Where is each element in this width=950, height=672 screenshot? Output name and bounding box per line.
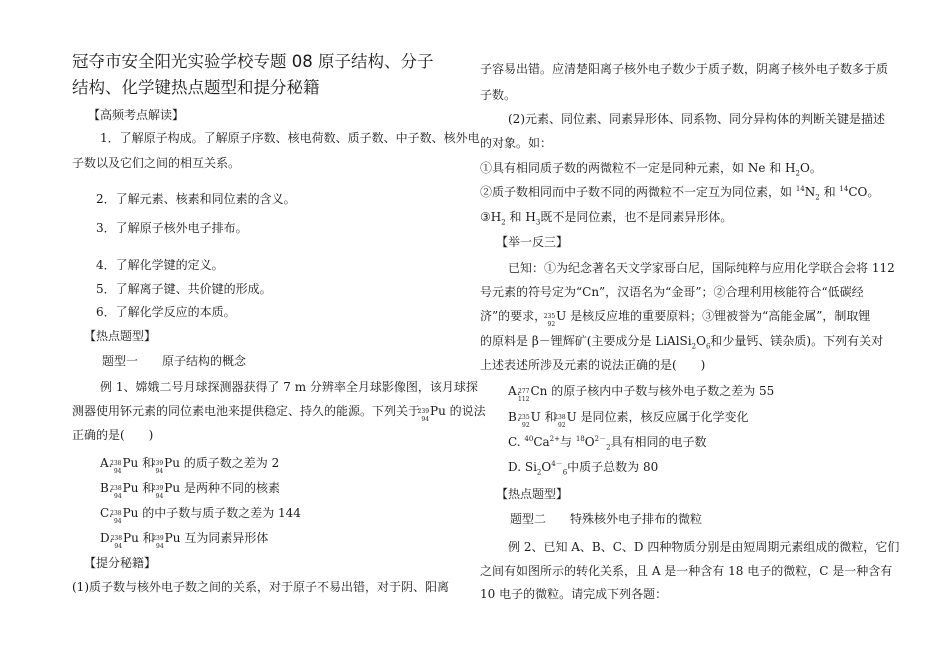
point-4: 4．了解化学键的定义。 xyxy=(96,258,224,272)
point-3: 3．了解原子核外电子排布。 xyxy=(96,221,248,235)
point-6: 6．了解化学反应的本质。 xyxy=(96,305,236,319)
known-line3: 济”的要求， 235 92 U 是核反应堆的重要原料；③锂被誉为“高能金属”，制取锂 xyxy=(480,309,871,328)
example1-line2: 测器使用钚元素的同位素电池来提供稳定、持久的能源。下列关于 239 94 Pu 的说法 xyxy=(72,404,486,423)
known-line5: 上述表述所涉及元素的说法正确的是( ) xyxy=(480,358,706,372)
doc-title-line1: 冠夺市安全阳光实验学校专题 08 原子结构、分子 xyxy=(72,52,434,71)
right-line3: (2)元素、同位素、同素异形体、同系物、同分异构体的判断关键是描述 xyxy=(508,112,886,126)
right-line1: 子容易出错。应清楚阳离子核外电子数少于质子数，阴离子核外电子数多于质 xyxy=(480,62,889,76)
section-kaodian: 【高频考点解读】 xyxy=(88,108,185,122)
example1-line3: 正确的是( ) xyxy=(72,428,154,442)
option-b: B. 238 94 Pu 和 239 94 Pu 是两种不同的核素 xyxy=(100,481,280,500)
right-line4: 的对象。如： xyxy=(480,136,553,150)
section-jyfs: 【举一反三】 xyxy=(496,235,569,249)
right-line2: 子数。 xyxy=(480,88,517,102)
example2-line3: 10 电子的微粒。请完成下列各题： xyxy=(480,587,668,601)
option-a: A. 238 94 Pu 和 239 94 Pu 的质子数之差为 2 xyxy=(100,456,280,475)
doc-title-line2: 结构、化学键热点题型和提分秘籍 xyxy=(72,78,320,97)
section-hot: 【热点题型】 xyxy=(84,329,157,343)
known-line2: 号元素的符号定为“Cn”，汉语名为“金哥”；②合理利用核能符合“低碳经 xyxy=(480,285,864,299)
isotope-label: 239 94 xyxy=(417,408,430,423)
option-c: C. 238 94 Pu 的中子数与质子数之差为 144 xyxy=(100,506,301,525)
question-option-a: A. 277 112 Cn 的原子核内中子数与核外电子数之差为 55 xyxy=(508,384,775,403)
option-d: D. 238 94 Pu 和 239 94 Pu 互为同素异形体 xyxy=(100,531,269,550)
right-line7: $③H_2$ 和 $H_3$既不是同位素，也不是同素异形体。 xyxy=(480,210,733,227)
example2-line1: 例 2、已知 A、B、C、D 四种物质分别是由短周期元素组成的微粒，它们 xyxy=(508,540,900,554)
section-hot2: 【热点题型】 xyxy=(496,487,569,501)
section-tips: 【提分秘籍】 xyxy=(84,556,157,570)
point-1b: 子数以及它们之间的相互关系。 xyxy=(72,156,241,170)
point-2: 2．了解元素、核素和同位素的含义。 xyxy=(96,192,296,206)
question-option-b: B. 235 92 U 和 238 92 U 是同位素，核反应属于化学变化 xyxy=(508,410,749,429)
point-5: 5．了解离子键、共价键的形成。 xyxy=(96,282,272,296)
tip-line1: (1)质子数与核外电子数之间的关系，对于原子不易出错，对于阴、阳离 xyxy=(72,580,450,594)
question-option-c: C. $^{40}Ca^{2+}$与 $^{18}O^{2-}_2$具有相同的电子数 xyxy=(508,435,707,452)
known-line4: 的原料是 β－锂辉矿(主要成分是 $LiAlSi_2O_6$和少量钙、镁杂质)。下列有关对 xyxy=(480,334,884,351)
example2-line2: 之间有如图所示的转化关系，且 A 是一种含有 18 电子的微粒，C 是一种含有 xyxy=(480,564,893,578)
type1-heading: 题型一 原子结构的概念 xyxy=(102,354,247,368)
question-option-d: D. $Si_2O^{4-}_6$中质子总数为 80 xyxy=(508,460,659,477)
right-line5: ①具有相同质子数的两微粒不一定是同种元素，如 Ne 和 $H_2O$。 xyxy=(480,161,822,178)
known-line1: 已知：①为纪念著名天文学家哥白尼，国际纯粹与应用化学联合会将 112 xyxy=(508,261,895,275)
right-line6: ②质子数相同而中子数不同的两微粒不一定互为同位素，如 $^{14}N_2$ 和 $^{14}$CO。 xyxy=(480,185,880,202)
example1-line1: 例 1、嫦娥二号月球探测器获得了 7 m 分辨率全月球影像图，该月球探 xyxy=(100,380,478,394)
type2-heading: 题型二 特殊核外电子排布的微粒 xyxy=(510,512,703,526)
point-1a: 1．了解原子构成。了解原子序数、核电荷数、质子数、中子数、核外电 xyxy=(100,131,480,145)
